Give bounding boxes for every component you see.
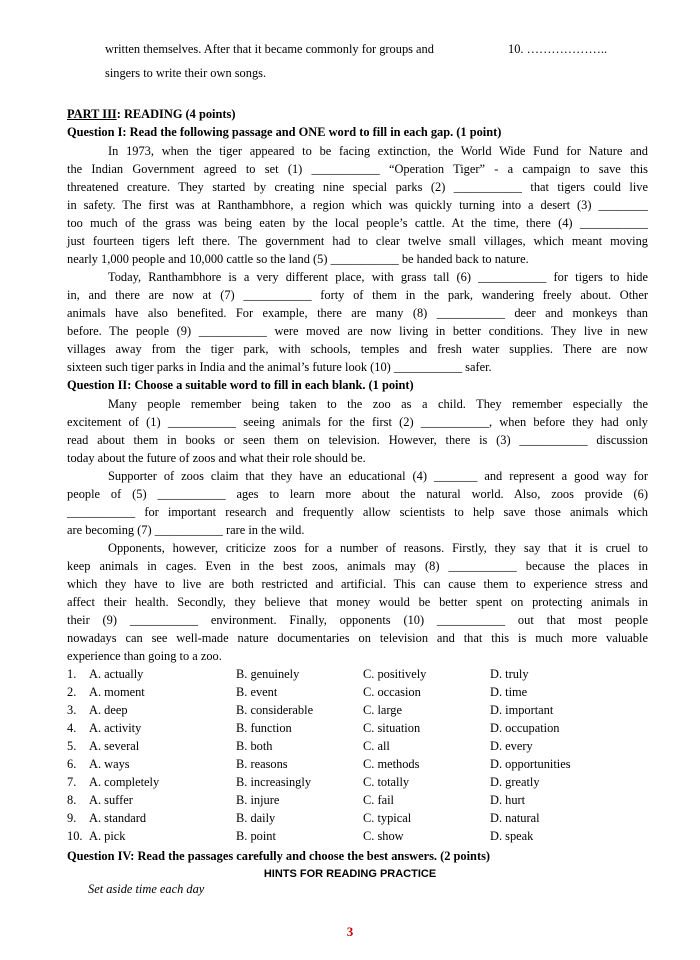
option-d[interactable]: D. truly bbox=[490, 667, 529, 681]
option-b[interactable]: B. considerable bbox=[236, 703, 314, 717]
q2-passage-line: nowadays can see well-made nature documentaries on television and that this is much more valuable bbox=[67, 631, 648, 645]
option-c[interactable]: C. situation bbox=[363, 721, 421, 735]
q1-passage-line: the Indian Government agreed to set (1) ___________ “Operation Tiger” - a campaign to save this bbox=[67, 162, 648, 176]
option-c[interactable]: C. occasion bbox=[363, 685, 421, 699]
option-c[interactable]: C. show bbox=[363, 829, 404, 843]
option-a[interactable]: A. completely bbox=[89, 775, 160, 789]
q1-passage-line: Today, Ranthambhore is a very different place, with grass tall (6) ___________ for tigers to hide bbox=[108, 270, 648, 284]
q2-passage-line: Opponents, however, criticize zoos for a number of reasons. Firstly, they say that it is cruel to bbox=[108, 541, 648, 555]
option-number: 10. bbox=[67, 829, 83, 843]
option-b[interactable]: B. daily bbox=[236, 811, 276, 825]
q2-passage-line: affect their health. Secondly, they believe that money would be better spent on protecting animals in bbox=[67, 595, 648, 609]
hints-title: HINTS FOR READING PRACTICE bbox=[263, 868, 437, 880]
q1-passage-line: in safety. The first was at Ranthambhore, a region which was quickly turning into a desert (3) ________ bbox=[67, 198, 648, 212]
carryover-line-1: written themselves. After that it became commonly for groups and bbox=[105, 42, 434, 56]
question-1-heading: Question I: Read the following passage and ONE word to fill in each gap. (1 point) bbox=[67, 125, 502, 139]
option-a[interactable]: A. deep bbox=[89, 703, 128, 717]
option-d[interactable]: D. every bbox=[490, 739, 533, 753]
option-number: 5. bbox=[67, 739, 77, 753]
q2-passage-line: experience than going to a zoo. bbox=[67, 649, 222, 663]
option-number: 6. bbox=[67, 757, 77, 771]
option-number: 1. bbox=[67, 667, 77, 681]
q1-passage-line: in, and there are now at (7) ___________ forty of them in the park, wandering freely about. Other bbox=[67, 288, 648, 302]
option-d[interactable]: D. natural bbox=[490, 811, 540, 825]
option-a[interactable]: A. standard bbox=[89, 811, 147, 825]
q1-passage-line: before. The people (9) ___________ were moved are now living in better conditions. They live in new bbox=[67, 324, 648, 338]
option-number: 9. bbox=[67, 811, 77, 825]
option-number: 3. bbox=[67, 703, 77, 717]
question-4-heading: Question IV: Read the passages carefully and choose the best answers. (2 points) bbox=[67, 849, 491, 863]
q2-passage-line: which they have to live are both restricted and artificial. This can cause them to experience stress and bbox=[67, 577, 648, 591]
option-c[interactable]: C. typical bbox=[363, 811, 412, 825]
q2-passage-line: today about the future of zoos and what their role should be. bbox=[67, 451, 366, 465]
option-a[interactable]: A. activity bbox=[89, 721, 142, 735]
option-c[interactable]: C. totally bbox=[363, 775, 410, 789]
option-b[interactable]: B. increasingly bbox=[236, 775, 312, 789]
q2-passage-line: their (9) ___________ environment. Finally, opponents (10) ___________ out that most people bbox=[67, 613, 648, 627]
option-b[interactable]: B. function bbox=[236, 721, 292, 735]
q2-passage-line: keep animals in cages. Even in the best zoos, animals may (8) ___________ because the places in bbox=[67, 559, 648, 573]
option-a[interactable]: A. actually bbox=[89, 667, 144, 681]
q1-passage-line: In 1973, when the tiger appeared to be facing extinction, the World Wide Fund for Nature and bbox=[108, 144, 648, 158]
option-number: 2. bbox=[67, 685, 77, 699]
page-number: 3 bbox=[346, 924, 354, 939]
option-d[interactable]: D. occupation bbox=[490, 721, 560, 735]
option-d[interactable]: D. greatly bbox=[490, 775, 540, 789]
q1-passage-line: animals have also benefited. For example, there are many (8) ___________ deer and monkeys than bbox=[67, 306, 648, 320]
option-c[interactable]: C. methods bbox=[363, 757, 420, 771]
carryover-line-2: singers to write their own songs. bbox=[105, 66, 267, 80]
option-b[interactable]: B. reasons bbox=[236, 757, 288, 771]
q1-passage-line: just fourteen tigers left there. The government had to clear twelve small villages, which meant moving bbox=[67, 234, 648, 248]
q1-passage-line: villages away from the tiger park, with schools, temples and fresh water supplies. There are now bbox=[67, 342, 648, 356]
option-b[interactable]: B. both bbox=[236, 739, 273, 753]
q2-passage-line: read about them in books or seen them on television. However, there is (3) ___________ discussion bbox=[67, 433, 648, 447]
carryover-answer-10: 10. ……………….. bbox=[508, 42, 608, 56]
option-b[interactable]: B. genuinely bbox=[236, 667, 300, 681]
option-c[interactable]: C. fail bbox=[363, 793, 394, 807]
option-a[interactable]: A. moment bbox=[89, 685, 145, 699]
q2-passage-line: people of (5) ___________ ages to learn more about the natural world. Also, zoos provide (6) bbox=[67, 487, 648, 501]
option-a[interactable]: A. ways bbox=[89, 757, 130, 771]
question-2-heading: Question II: Choose a suitable word to fill in each blank. (1 point) bbox=[67, 378, 414, 392]
option-d[interactable]: D. speak bbox=[490, 829, 534, 843]
q2-passage-line: are becoming (7) ___________ rare in the wild. bbox=[67, 523, 305, 537]
option-a[interactable]: A. suffer bbox=[89, 793, 133, 807]
q2-passage-line: Many people remember being taken to the zoo as a child. They remember especially the bbox=[108, 397, 648, 411]
option-b[interactable]: B. injure bbox=[236, 793, 280, 807]
option-a[interactable]: A. several bbox=[89, 739, 140, 753]
option-number: 4. bbox=[67, 721, 77, 735]
option-number: 7. bbox=[67, 775, 77, 789]
option-c[interactable]: C. large bbox=[363, 703, 402, 717]
q1-passage-line: too much of the grass was being eaten by the local people’s cattle. At the time, there (4) ___________ bbox=[67, 216, 648, 230]
q1-passage-line: nearly 1,000 people and 10,000 cattle so the land (5) ___________ be handed back to nature. bbox=[67, 252, 529, 266]
q1-passage-line: sixteen such tiger parks in India and the animal’s future look (10) ___________ safer. bbox=[67, 360, 492, 374]
q2-passage-line: ___________ for important research and frequently allow scientists to help save those animals which bbox=[67, 505, 648, 519]
option-b[interactable]: B. point bbox=[236, 829, 276, 843]
option-number: 8. bbox=[67, 793, 77, 807]
option-d[interactable]: D. time bbox=[490, 685, 528, 699]
option-b[interactable]: B. event bbox=[236, 685, 278, 699]
q2-passage-line: excitement of (1) ___________ seeing animals for the first (2) ___________, when before they had only bbox=[67, 415, 648, 429]
option-d[interactable]: D. hurt bbox=[490, 793, 526, 807]
option-a[interactable]: A. pick bbox=[89, 829, 126, 843]
option-c[interactable]: C. positively bbox=[363, 667, 427, 681]
q1-passage-line: threatened creature. They started by creating nine special parks (2) ___________ that tigers could live bbox=[67, 180, 648, 194]
option-d[interactable]: D. opportunities bbox=[490, 757, 571, 771]
option-c[interactable]: C. all bbox=[363, 739, 390, 753]
q2-passage-line: Supporter of zoos claim that they have an educational (4) _______ and represent a good way for bbox=[108, 469, 648, 483]
option-d[interactable]: D. important bbox=[490, 703, 554, 717]
part-title: PART III: READING (4 points) bbox=[67, 107, 236, 121]
hints-subtitle: Set aside time each day bbox=[88, 882, 205, 896]
